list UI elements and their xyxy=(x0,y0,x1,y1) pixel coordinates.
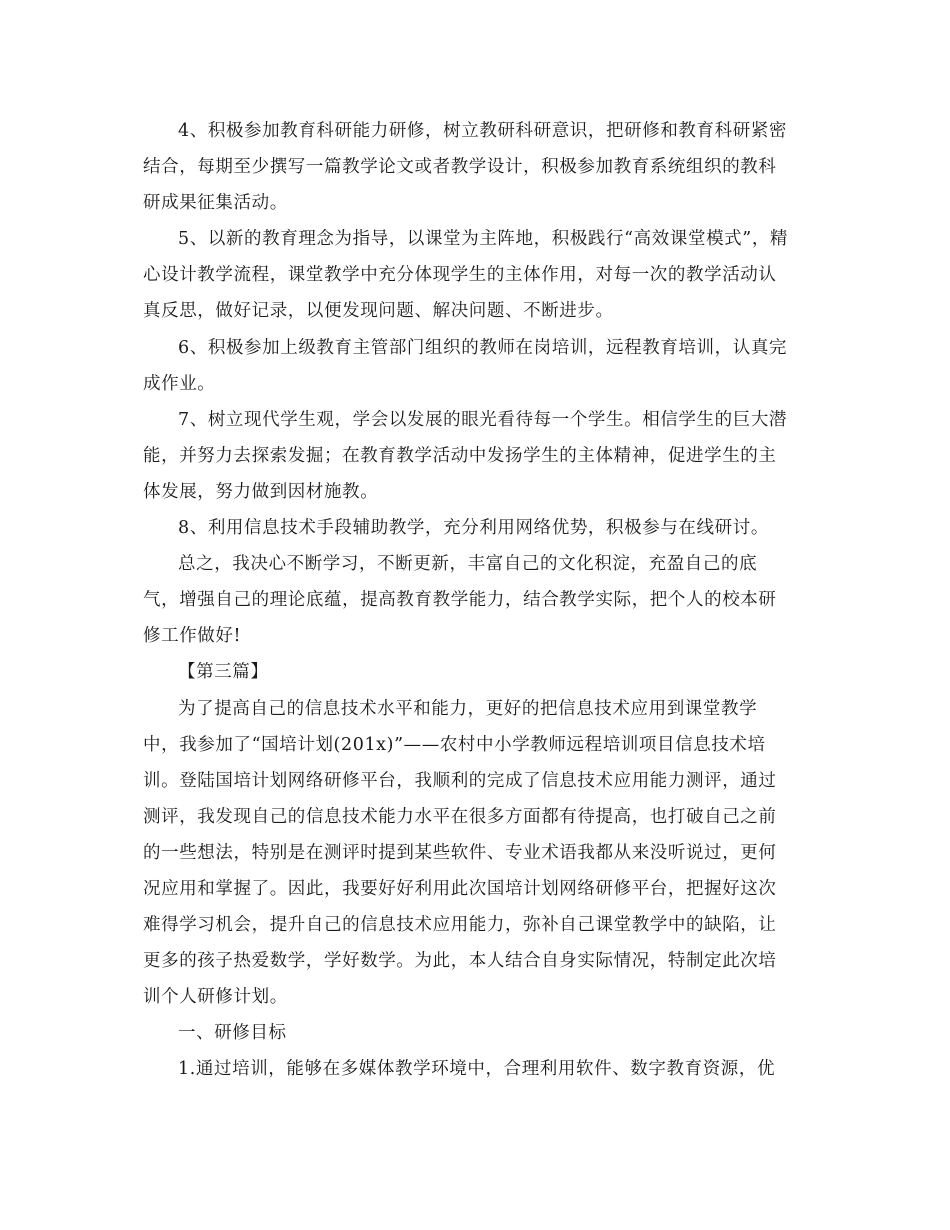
intro-line-6: 况应用和掌握了。因此，我要好好利用此次国培计划网络研修平台，把握好这次 xyxy=(143,879,777,899)
paragraph-6-line-1: 6、积极参加上级教育主管部门组织的教师在岗培训，远程教育培训，认真完 xyxy=(178,338,788,358)
paragraph-5-line-3: 真反思，做好记录，以便发现问题、解决问题、不断进步。 xyxy=(143,301,614,321)
paragraph-7-line-3: 体发展，努力做到因材施教。 xyxy=(143,482,379,502)
intro-line-7: 难得学习机会，提升自己的信息技术应用能力，弥补自己课堂教学中的缺陷，让 xyxy=(143,915,777,935)
intro-line-9: 训个人研修计划。 xyxy=(143,987,288,1007)
paragraph-5-line-1: 5、以新的教育理念为指导，以课堂为主阵地，积极践行“高效课堂模式”，精 xyxy=(178,229,789,249)
intro-line-8: 更多的孩子热爱数学，学好数学。为此，本人结合自身实际情况，特制定此次培 xyxy=(143,951,777,971)
conclusion-line-1: 总之，我决心不断学习，不断更新，丰富自己的文化积淀，充盈自己的底 xyxy=(178,554,758,574)
paragraph-7-line-1: 7、树立现代学生观，学会以发展的眼光看待每一个学生。相信学生的巨大潜 xyxy=(178,410,788,430)
paragraph-4-line-1: 4、积极参加教育科研能力研修，树立教研科研意识，把研修和教育科研紧密 xyxy=(178,121,788,141)
paragraph-8-line-1: 8、利用信息技术手段辅助教学，充分利用网络优势，积极参与在线研讨。 xyxy=(178,518,769,538)
goal-1-line-1: 1.通过培训，能够在多媒体教学环境中，合理利用软件、数字教育资源，优 xyxy=(178,1059,776,1079)
intro-line-1: 为了提高自己的信息技术水平和能力，更好的把信息技术应用到课堂教学 xyxy=(178,699,758,719)
conclusion-line-3: 修工作做好! xyxy=(143,626,242,646)
paragraph-4-line-2: 结合，每期至少撰写一篇教学论文或者教学设计，积极参加教育系统组织的教科 xyxy=(143,157,777,177)
intro-line-2: 中，我参加了“国培计划(201x)”——农村中小学教师远程培训项目信息技术培 xyxy=(143,735,766,755)
intro-line-5: 的一些想法，特别是在测评时提到某些软件、专业术语我都从来没听说过，更何 xyxy=(143,843,777,863)
section-title: 【第三篇】 xyxy=(178,662,269,682)
conclusion-line-2: 气，增强自己的理论底蕴，提高教育教学能力，结合教学实际，把个人的校本研 xyxy=(143,590,777,610)
heading-research-goals: 一、研修目标 xyxy=(178,1023,287,1043)
paragraph-7-line-2: 能，并努力去探索发掘；在教育教学活动中发扬学生的主体精神，促进学生的主 xyxy=(143,446,777,466)
intro-line-3: 训。登陆国培计划网络研修平台，我顺利的完成了信息技术应用能力测评，通过 xyxy=(143,771,777,791)
paragraph-4-line-3: 研成果征集活动。 xyxy=(143,193,288,213)
paragraph-5-line-2: 心设计教学流程，课堂教学中充分体现学生的主体作用，对每一次的教学活动认 xyxy=(143,265,777,285)
paragraph-6-line-2: 成作业。 xyxy=(143,374,216,394)
intro-line-4: 测评，我发现自己的信息技术能力水平在很多方面都有待提高，也打破自己之前 xyxy=(143,807,777,827)
